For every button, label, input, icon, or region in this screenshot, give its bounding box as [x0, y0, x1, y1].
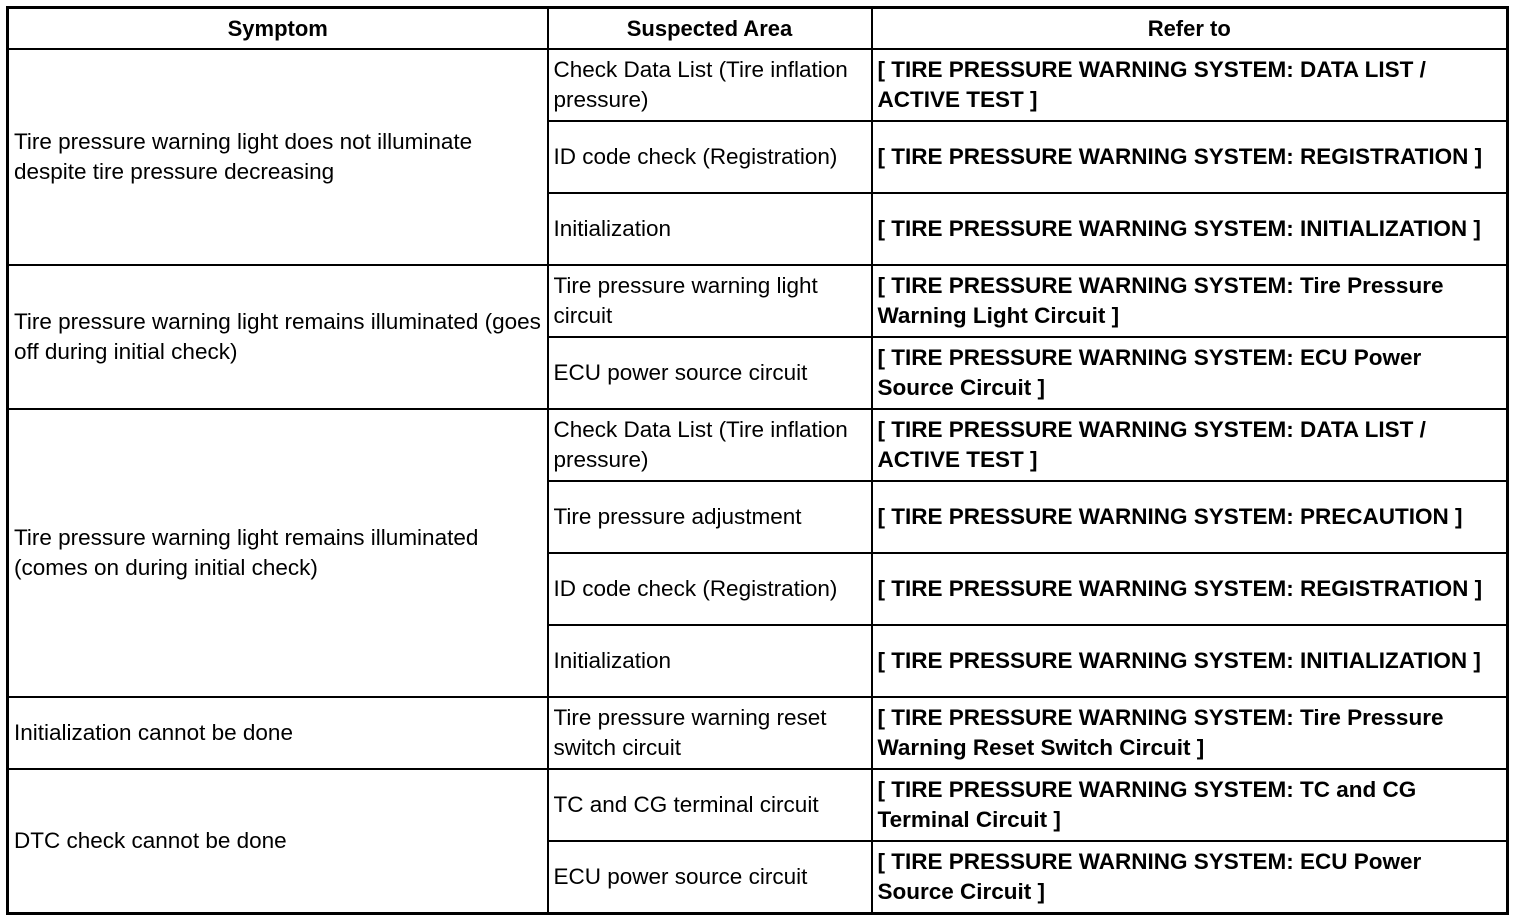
table-row — [8, 409, 1508, 481]
refer-to-link[interactable]: [ TIRE PRESSURE WARNING SYSTEM: Tire Pressure Warning Light Circuit ] — [872, 265, 1508, 337]
refer-to-link[interactable]: [ TIRE PRESSURE WARNING SYSTEM: ECU Power Source Circuit ] — [872, 337, 1508, 409]
refer-to-link[interactable]: [ TIRE PRESSURE WARNING SYSTEM: ECU Power Source Circuit ] — [872, 841, 1508, 913]
table-row — [8, 49, 1508, 121]
suspected-area-cell: ID code check (Registration) — [548, 553, 872, 625]
refer-to-link[interactable]: [ TIRE PRESSURE WARNING SYSTEM: PRECAUTION ] — [872, 481, 1508, 553]
refer-to-link[interactable]: [ TIRE PRESSURE WARNING SYSTEM: TC and CG Terminal Circuit ] — [872, 769, 1508, 841]
refer-to-link[interactable]: [ TIRE PRESSURE WARNING SYSTEM: INITIALIZATION ] — [872, 625, 1508, 697]
suspected-area-cell: ID code check (Registration) — [548, 121, 872, 193]
refer-to-link[interactable]: [ TIRE PRESSURE WARNING SYSTEM: DATA LIST / ACTIVE TEST ] — [872, 409, 1508, 481]
symptom-cell: DTC check cannot be done — [8, 769, 548, 913]
symptom-cell: Tire pressure warning light remains illuminated (comes on during initial check) — [8, 409, 548, 697]
symptom-cell: Tire pressure warning light remains illuminated (goes off during initial check) — [8, 265, 548, 409]
suspected-area-cell: ECU power source circuit — [548, 841, 872, 913]
refer-to-link[interactable]: [ TIRE PRESSURE WARNING SYSTEM: INITIALIZATION ] — [872, 193, 1508, 265]
refer-to-link[interactable]: [ TIRE PRESSURE WARNING SYSTEM: Tire Pressure Warning Reset Switch Circuit ] — [872, 697, 1508, 769]
symptom-table — [6, 6, 1509, 915]
header-symptom: Symptom — [8, 8, 548, 50]
suspected-area-cell: TC and CG terminal circuit — [548, 769, 872, 841]
symptom-cell: Initialization cannot be done — [8, 697, 548, 769]
suspected-area-cell: Tire pressure adjustment — [548, 481, 872, 553]
suspected-area-cell: Tire pressure warning reset switch circuit — [548, 697, 872, 769]
suspected-area-cell: Initialization — [548, 625, 872, 697]
header-suspected-area: Suspected Area — [548, 8, 872, 50]
suspected-area-cell: ECU power source circuit — [548, 337, 872, 409]
refer-to-link[interactable]: [ TIRE PRESSURE WARNING SYSTEM: REGISTRATION ] — [872, 553, 1508, 625]
suspected-area-cell: Tire pressure warning light circuit — [548, 265, 872, 337]
table-row — [8, 769, 1508, 841]
suspected-area-cell: Initialization — [548, 193, 872, 265]
symptom-cell: Tire pressure warning light does not illuminate despite tire pressure decreasing — [8, 49, 548, 265]
header-refer-to: Refer to — [872, 8, 1508, 50]
suspected-area-cell: Check Data List (Tire inflation pressure) — [548, 49, 872, 121]
header-row — [8, 8, 1508, 50]
table-row — [8, 697, 1508, 769]
table-row — [8, 265, 1508, 337]
refer-to-link[interactable]: [ TIRE PRESSURE WARNING SYSTEM: REGISTRATION ] — [872, 121, 1508, 193]
suspected-area-cell: Check Data List (Tire inflation pressure) — [548, 409, 872, 481]
refer-to-link[interactable]: [ TIRE PRESSURE WARNING SYSTEM: DATA LIST / ACTIVE TEST ] — [872, 49, 1508, 121]
